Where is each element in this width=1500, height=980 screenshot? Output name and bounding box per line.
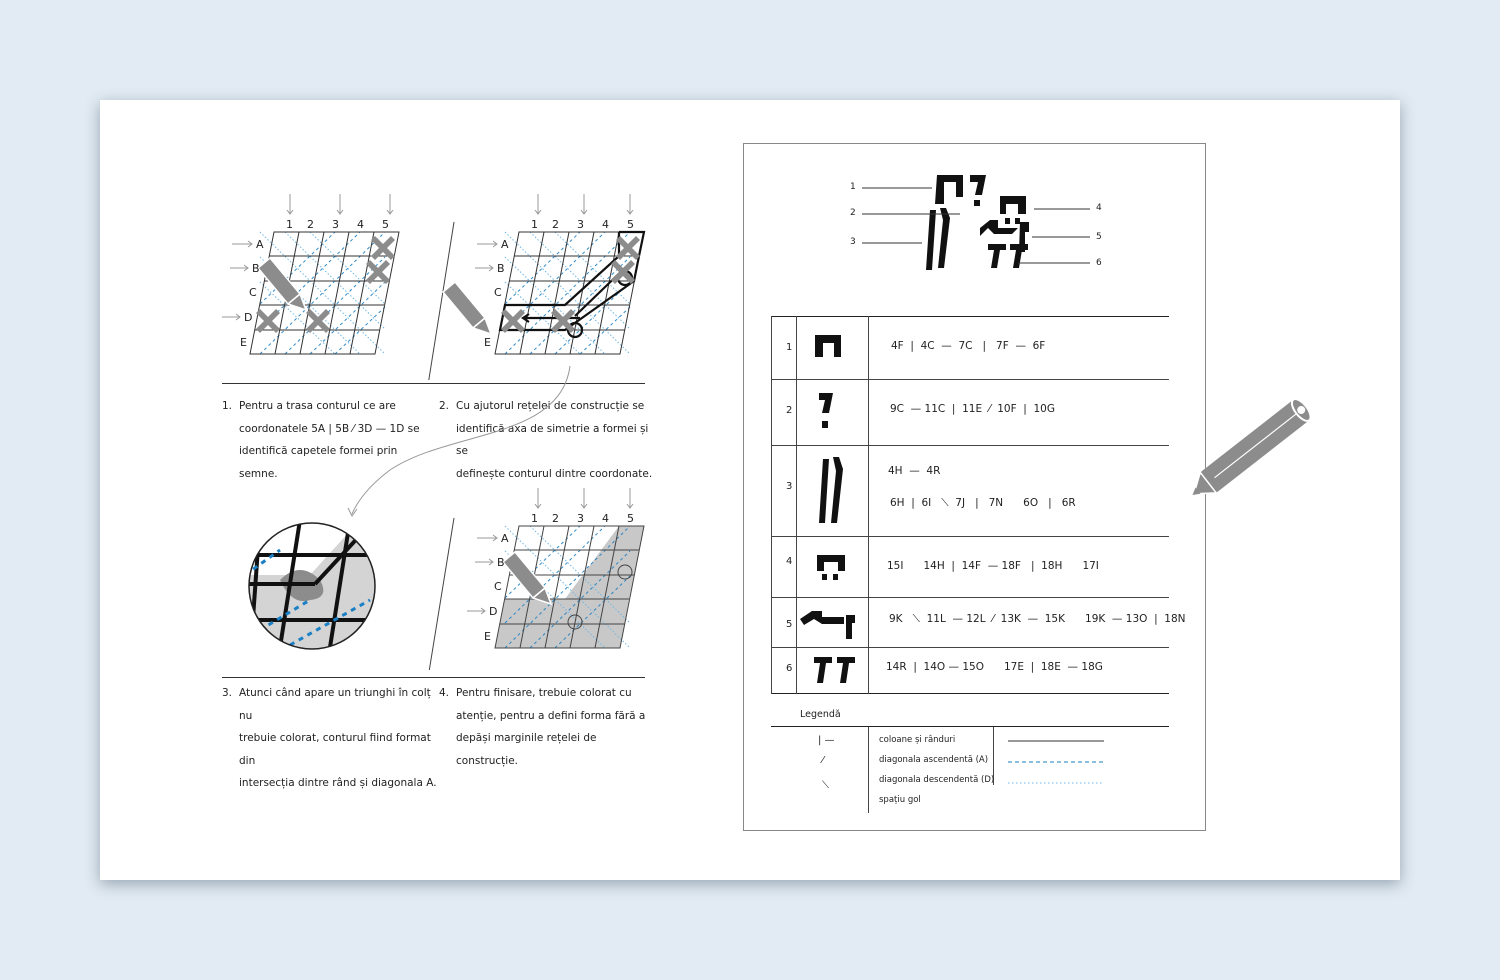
legend-item-lines: coloane și rânduri	[879, 735, 956, 745]
row-4-glyph	[817, 555, 845, 580]
row-5-glyph	[800, 611, 855, 639]
svg-text:B: B	[252, 262, 260, 275]
svg-text:C: C	[494, 286, 502, 299]
legend-item-empty: spațiu gol	[879, 795, 921, 805]
legend-symbol-desc: ⟍	[822, 780, 829, 791]
row-5-num: 5	[786, 619, 793, 630]
svg-text:E: E	[484, 336, 491, 349]
svg-text:B: B	[497, 262, 505, 275]
grid-step-4	[495, 526, 644, 648]
svg-text:B: B	[497, 556, 505, 569]
row-6-glyph	[814, 657, 855, 683]
row-6-coords: 14R | 14O — 15O 17E | 18E — 18G	[886, 661, 1103, 673]
row-2-coords: 9C — 11C | 11E ⁄ 10F | 10G	[890, 403, 1055, 415]
row-1-coords: 4F | 4C — 7C | 7F — 6F	[891, 340, 1046, 352]
callout-1: 1	[850, 182, 856, 192]
svg-text:E: E	[240, 336, 247, 349]
svg-text:2: 2	[552, 218, 559, 231]
row-2-glyph	[819, 393, 833, 428]
svg-text:1: 1	[531, 218, 538, 231]
row-1-glyph	[815, 335, 841, 357]
svg-text:C: C	[494, 580, 502, 593]
row-1-num: 1	[786, 342, 793, 353]
glyph-part-4	[1000, 196, 1026, 224]
pencil-icon	[258, 258, 306, 310]
svg-text:3: 3	[577, 512, 584, 525]
svg-text:E: E	[484, 630, 491, 643]
glyph-part-3	[926, 208, 950, 270]
callout-2: 2	[850, 208, 856, 218]
svg-text:5: 5	[627, 218, 634, 231]
glyph-part-1	[935, 175, 963, 204]
row-3-coords-a: 4H — 4R	[888, 465, 941, 477]
callout-3: 3	[850, 237, 856, 247]
composed-glyph	[840, 170, 1120, 280]
svg-text:4: 4	[602, 512, 609, 525]
row-2-num: 2	[786, 405, 793, 416]
callout-5: 5	[1096, 232, 1102, 242]
svg-text:2: 2	[307, 218, 314, 231]
row-5-coords: 9K ⟍ 11L — 12L ⁄ 13K — 15K 19K — 13O | 18N	[889, 613, 1186, 625]
svg-text:5: 5	[382, 218, 389, 231]
row-3-glyph	[819, 457, 843, 523]
row-3-num: 3	[786, 481, 793, 492]
legend-symbol-lines: | —	[818, 735, 835, 746]
callout-4: 4	[1096, 203, 1102, 213]
zoom-detail	[240, 520, 390, 660]
legend-item-descending: diagonala descendentă (D)	[879, 775, 995, 785]
svg-text:1: 1	[531, 512, 538, 525]
svg-text:D: D	[244, 311, 253, 324]
legend-symbol-asc: ⁄	[822, 755, 824, 766]
legend-line-samples	[1008, 734, 1108, 790]
legend-item-ascending: diagonala ascendentă (A)	[879, 755, 989, 765]
row-6-num: 6	[786, 663, 793, 674]
callout-6: 6	[1096, 258, 1102, 268]
grid-step-1	[250, 232, 399, 354]
row-4-num: 4	[786, 556, 793, 567]
pencil-icon	[443, 282, 491, 334]
step-3-4-diagrams	[200, 480, 660, 670]
svg-text:4: 4	[357, 218, 364, 231]
svg-text:3: 3	[332, 218, 339, 231]
svg-text:1: 1	[286, 218, 293, 231]
svg-text:2: 2	[552, 512, 559, 525]
glyph-part-2	[970, 175, 986, 206]
table-glyphs	[797, 317, 867, 693]
legend-title: Legendă	[800, 709, 841, 720]
svg-text:A: A	[501, 238, 509, 251]
divider-bottom	[222, 677, 645, 678]
svg-text:D: D	[489, 605, 498, 618]
pencil-icon	[503, 552, 551, 604]
svg-text:C: C	[249, 286, 257, 299]
svg-text:3: 3	[577, 218, 584, 231]
svg-text:A: A	[256, 238, 264, 251]
svg-text:A: A	[501, 532, 509, 545]
step-1-2-diagrams	[200, 180, 660, 380]
row-4-coords: 15I 14H | 14F — 18F | 18H 17I	[887, 560, 1099, 572]
row-3-coords-b: 6H | 6I ⟍ 7J | 7N 6O | 6R	[890, 497, 1076, 509]
glyph-part-6	[988, 244, 1028, 268]
grid-step-2	[443, 232, 644, 354]
svg-text:5: 5	[627, 512, 634, 525]
pencil-icon	[1175, 385, 1325, 515]
svg-text:4: 4	[602, 218, 609, 231]
